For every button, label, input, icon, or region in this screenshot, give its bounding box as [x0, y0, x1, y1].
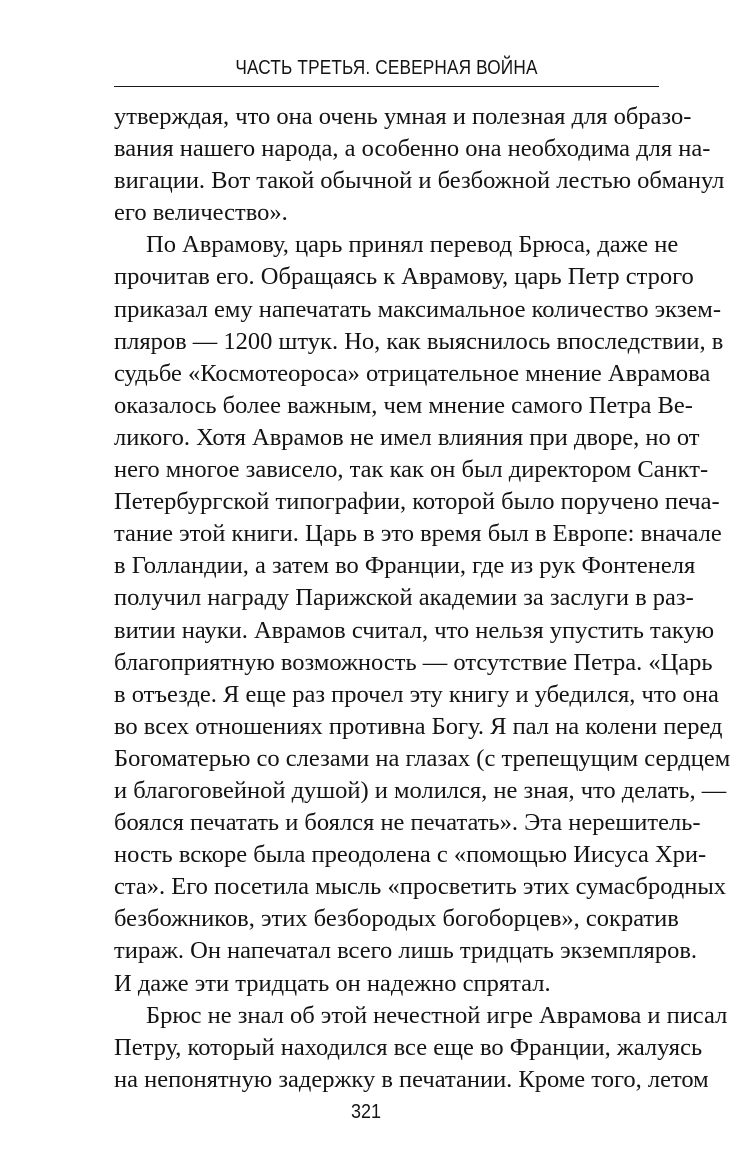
- body-text: [114, 101, 731, 1096]
- text-line: него многое зависело, так как он был директором Санкт-: [114, 456, 709, 484]
- text-line: боялся печатать и боялся не печатать». Эта нерешитель-: [114, 809, 701, 837]
- text-line: в отъезде. Я еще раз прочел эту книгу и убедился, что она: [114, 680, 719, 708]
- text-line: тираж. Он напечатал всего лишь тридцать экземпляров.: [114, 937, 698, 965]
- text-line: во всех отношениях противна Богу. Я пал на колени перед: [114, 712, 723, 740]
- header-rule: [114, 86, 659, 87]
- text-line: пляров — 1200 штук. Но, как выяснилось впоследствии, в: [114, 327, 724, 355]
- page-number: 321: [350, 1101, 382, 1123]
- text-line: ликого. Хотя Аврамов не имел влияния при дворе, но от: [114, 423, 700, 451]
- text-line: По Аврамову, царь принял перевод Брюса, даже не: [146, 231, 679, 259]
- text-line: получил награду Парижской академии за заслуги в раз-: [114, 584, 694, 612]
- text-line: вания нашего народа, а особенно она необходима для на-: [114, 135, 711, 163]
- text-line: Брюс не знал об этой нечестной игре Аврамова и писал: [146, 1001, 728, 1029]
- text-line: оказалось более важным, чем мнение самого Петра Ве-: [114, 391, 693, 419]
- text-line: ность вскоре была преодолена с «помощью Иисуса Хри-: [114, 841, 707, 869]
- text-line: благоприятную возможность — отсутствие Петра. «Царь: [114, 648, 713, 676]
- text-line: прочитав его. Обращаясь к Аврамову, царь Петр строго: [114, 263, 694, 291]
- text-line: Богоматерью со слезами на глазах (с трепещущим сердцем: [114, 744, 731, 772]
- text-line: И даже эти тридцать он надежно спрятал.: [114, 969, 551, 997]
- text-line: безбожников, этих безбородых богоборцев», сократив: [114, 905, 679, 933]
- text-line: вигации. Вот такой обычной и безбожной лестью обманул: [114, 167, 725, 195]
- text-line: его величество».: [114, 199, 288, 227]
- text-line: тание этой книги. Царь в это время был в Европе: вначале: [114, 520, 722, 548]
- text-line: на непонятную задержку в печатании. Кроме того, летом: [114, 1065, 709, 1093]
- text-line: судьбе «Космотеороса» отрицательное мнение Аврамова: [114, 359, 711, 387]
- text-line: в Голландии, а затем во Франции, где из рук Фонтенеля: [114, 552, 696, 580]
- text-line: витии науки. Аврамов считал, что нельзя упустить такую: [114, 616, 715, 644]
- text-line: утверждая, что она очень умная и полезная для образо-: [114, 103, 692, 130]
- text-line: ста». Его посетила мысль «просветить этих сумасбродных: [114, 873, 727, 901]
- text-line: Петру, который находился все еще во Франции, жалуясь: [114, 1033, 703, 1061]
- text-line: и благоговейной душой) и молился, не зная, что делать, —: [114, 776, 727, 804]
- running-head: ЧАСТЬ ТРЕТЬЯ. СЕВЕРНАЯ ВОЙНА: [235, 57, 538, 79]
- text-line: приказал ему напечатать максимальное количество экзем-: [114, 295, 721, 323]
- text-line: Петербургской типографии, которой было поручено печа-: [114, 488, 720, 516]
